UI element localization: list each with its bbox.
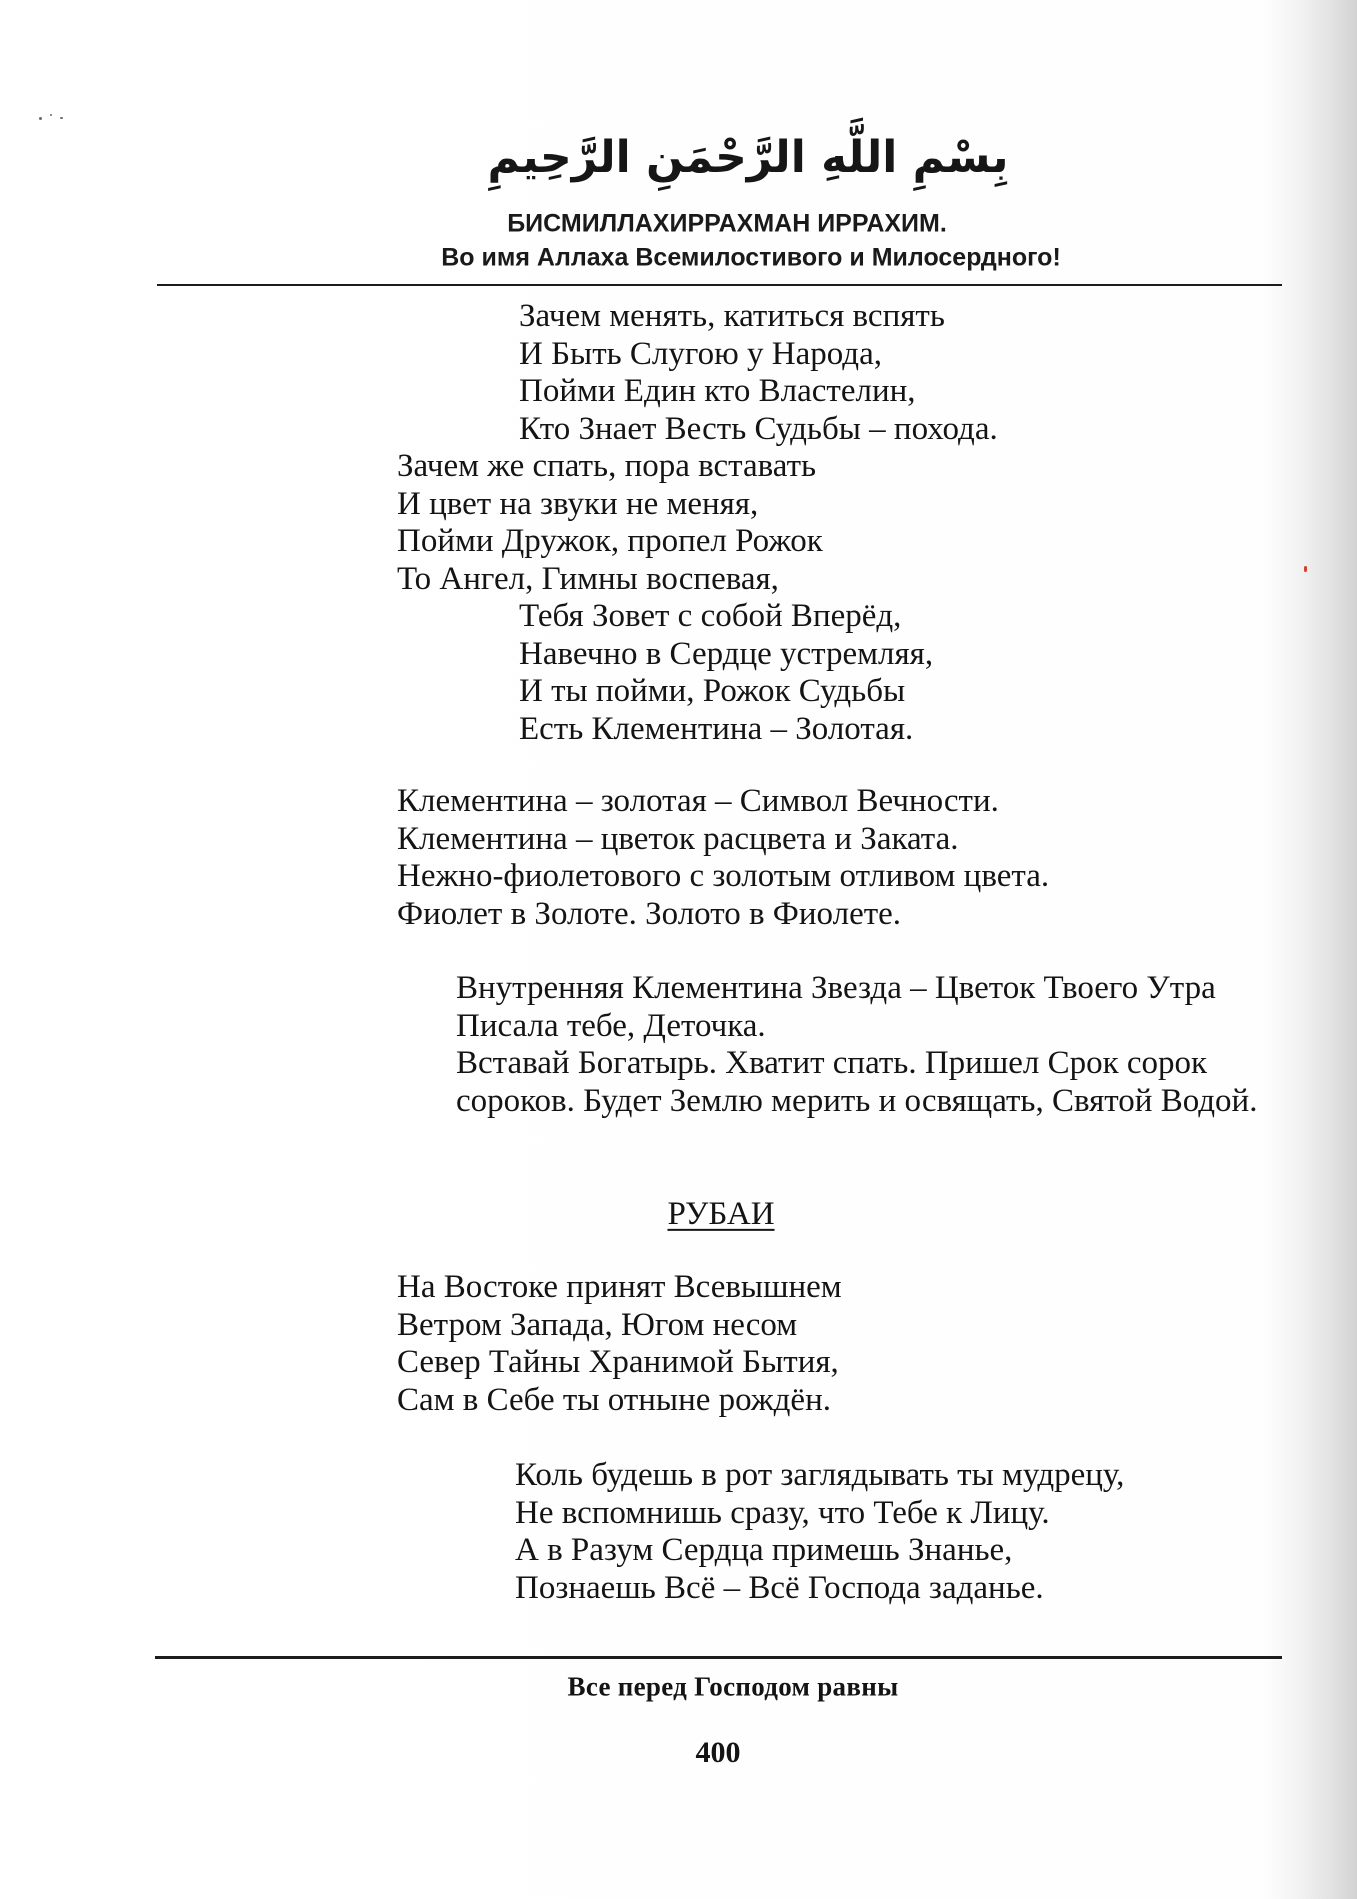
verse-line: Внутренняя Клементина Звезда – Цветок Твоего Утра [456, 970, 1216, 1006]
verse-line: На Востоке принят Всевышнем [397, 1269, 842, 1305]
verse-line: Коль будешь в рот заглядывать ты мудрецу, [515, 1457, 1125, 1493]
verse-line: сороков. Будет Землю мерить и освящать, Святой Водой. [456, 1082, 1258, 1119]
verse-line: Кто Знает Весть Судьбы – похода. [519, 410, 998, 447]
verse-line: Навечно в Сердце устремляя, [519, 635, 934, 672]
verse-line: Тебя Зовет с собой Вперёд, [519, 598, 902, 634]
verse-line: Вставай Богатырь. Хватит спать. Пришел Срок сорок [456, 1045, 1208, 1081]
scan-speck [60, 117, 63, 119]
verse-line: Сам в Себе ты отныне рождён. [397, 1381, 831, 1418]
verse-line: Не вспомнишь сразу, что Тебе к Лицу. [515, 1494, 1050, 1531]
rubai-quatrain-1 [0, 1269, 842, 1419]
footer-divider [155, 1656, 1282, 1659]
verse-line: Зачем же спать, пора вставать [397, 448, 817, 484]
page-number: 400 [695, 1736, 741, 1769]
verse-line: Пойми Дружок, пропел Рожок [397, 523, 823, 559]
poem-stanza-3 [0, 970, 1257, 1120]
scan-speck-red [1304, 566, 1307, 572]
page-header-subtitle: Во имя Аллаха Всемилостивого и Милосердного! [441, 243, 1061, 272]
rubai-quatrain-2 [0, 1457, 1124, 1607]
running-footer-title: Все перед Господом равны [567, 1671, 899, 1702]
verse-line: Нежно-фиолетового с золотым отливом цвета. [397, 858, 1050, 894]
poem-stanza-2 [0, 783, 1049, 933]
verse-line: Познаешь Всё – Всё Господа заданье. [515, 1569, 1044, 1606]
verse-line: Клементина – цветок расцвета и Заката. [397, 820, 959, 857]
verse-line: А в Разум Сердца примешь Знанье, [515, 1532, 1013, 1568]
verse-line: Клементина – золотая – Символ Вечности. [397, 783, 999, 819]
verse-line: И Быть Слугою у Народа, [519, 335, 882, 372]
poem-stanza-1 [0, 298, 998, 748]
header-divider [157, 284, 1282, 286]
verse-line: И цвет на звуки не меняя, [397, 485, 759, 522]
verse-line: И ты пойми, Рожок Судьбы [519, 673, 906, 709]
bismillah-calligraphy: بِسْمِ اللَّهِ الرَّحْمَنِ الرَّحِيمِ [487, 132, 1009, 183]
verse-line: Ветром Запада, Югом несом [397, 1306, 798, 1343]
verse-line: Зачем менять, катиться вспять [519, 298, 945, 334]
scan-speck [50, 114, 52, 116]
page-header-title: БИСМИЛЛАХИРРАХМАН ИРРАХИМ. [507, 209, 947, 238]
verse-line: Север Тайны Хранимой Бытия, [397, 1344, 839, 1380]
verse-line: Есть Клементина – Золотая. [519, 710, 914, 747]
scan-speck [39, 117, 42, 120]
rubai-heading: РУБАИ [667, 1195, 775, 1232]
verse-line: Фиолет в Золоте. Золото в Фиолете. [397, 895, 902, 932]
verse-line: Писала тебе, Деточка. [456, 1007, 766, 1044]
verse-line: Пойми Един кто Властелин, [519, 373, 916, 409]
verse-line: То Ангел, Гимны воспевая, [397, 560, 779, 597]
